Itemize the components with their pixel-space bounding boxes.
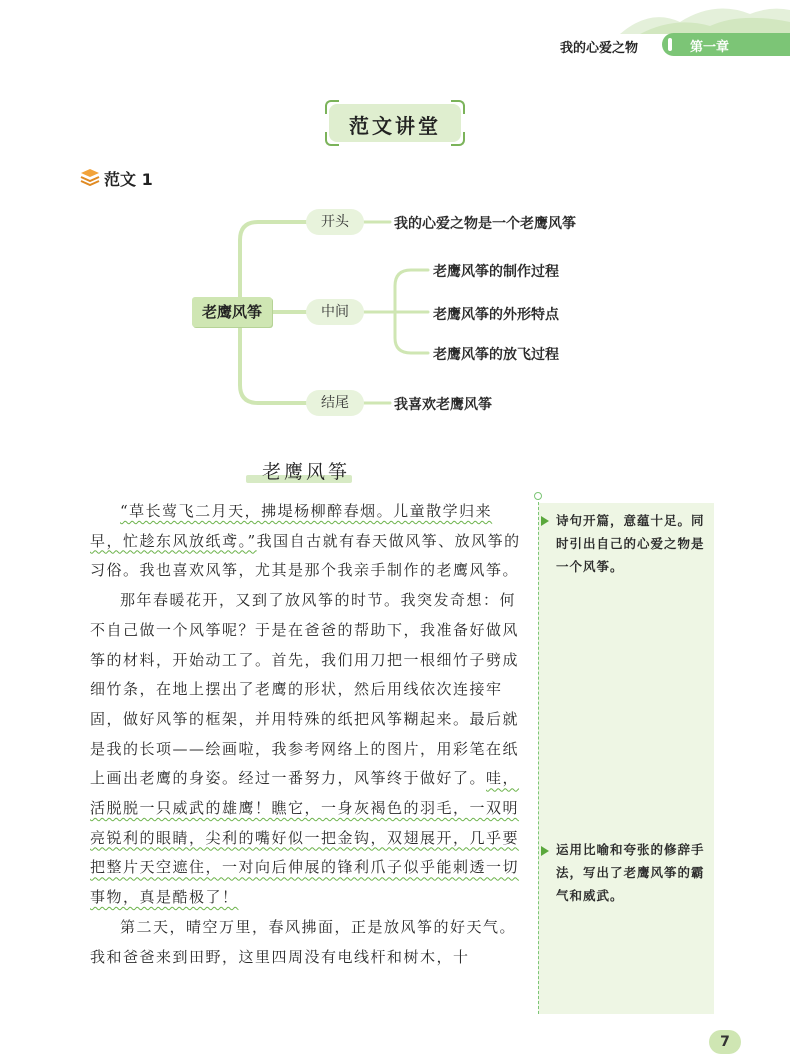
mind-map-leaf: 老鹰风筝的制作过程	[433, 264, 559, 280]
note-arrow-icon	[541, 846, 549, 856]
mind-map-leaf: 老鹰风筝的放飞过程	[433, 347, 559, 363]
example-label-text: 范文 1	[104, 170, 153, 189]
essay-text: 我国自古就有春天做风筝、放风筝的习俗。我也喜欢风筝，尤其是那个我亲手制作的老鹰风筝。	[90, 531, 521, 580]
mind-map-branch-opening: 开头	[306, 209, 364, 235]
side-note: 运用比喻和夸张的修辞手法，写出了老鹰风筝的霸气和威武。	[556, 842, 705, 903]
essay-text: 那年春暖花开，又到了放风筝的时节。我突发奇想：何不自己做一个风筝呢？于是在爸爸的帮助下，我准备好做风筝的材料，开始动工了。首先，我们用刀把一根细竹子劈成细竹条，在地上摆出了老鹰的形状，然后用线依次连接牢固，做好风筝的框架，并用特殊的纸把风筝糊起来。最后就是我的长项——绘画啦，我参考网络上的图片，用彩笔在纸上画出老鹰的身姿。经过一番努力，风筝终于做好了。	[90, 591, 520, 788]
side-note: 诗句开篇，意蕴十足。同时引出自己的心爱之物是一个风筝。	[556, 513, 705, 574]
note-arrow-icon	[541, 516, 549, 526]
mind-map-branch-ending: 结尾	[306, 390, 364, 416]
essay-underlined-quote: “草长莺飞二月天，拂堤杨柳醉春烟。儿童散学归来早，忙趁东风放纸鸢。”	[90, 502, 493, 550]
page-number: 7	[709, 1030, 741, 1054]
section-title: 范文讲堂	[349, 114, 441, 138]
chapter-label: 第一章	[690, 40, 730, 55]
mind-map-leaf: 我的心爱之物是一个老鹰风筝	[394, 216, 576, 232]
side-notes-panel	[538, 503, 714, 1014]
chapter-subject: 我的心爱之物	[560, 41, 639, 56]
side-notes-divider	[538, 497, 539, 1014]
side-notes-dot	[534, 492, 542, 500]
mind-map-leaf: 老鹰风筝的外形特点	[433, 307, 559, 323]
essay-title: 老鹰风筝	[262, 461, 351, 483]
essay-text: 第二天，晴空万里，春风拂面，正是放风筝的好天气。我和爸爸来到田野，这里四周没有电线杆和树木，十	[90, 917, 517, 966]
mind-map-root: 老鹰风筝	[192, 297, 272, 327]
essay-paragraph	[90, 586, 522, 913]
mind-map-leaf: 我喜欢老鹰风筝	[394, 397, 492, 413]
mind-map-branch-middle: 中间	[306, 299, 364, 325]
essay-paragraph	[90, 913, 522, 972]
essay-paragraph	[90, 497, 522, 586]
essay-body	[90, 497, 522, 972]
essay-underlined-passage: 哇，活脱脱一只威武的雄鹰！瞧它，一身灰褐色的羽毛，一双明亮锐利的眼睛，尖利的嘴好似一把金钩，双翅展开，几乎要把整片天空遮住，一对向后伸展的锋利爪子似乎能刺透一切事物，真是酷极了！	[90, 769, 520, 907]
